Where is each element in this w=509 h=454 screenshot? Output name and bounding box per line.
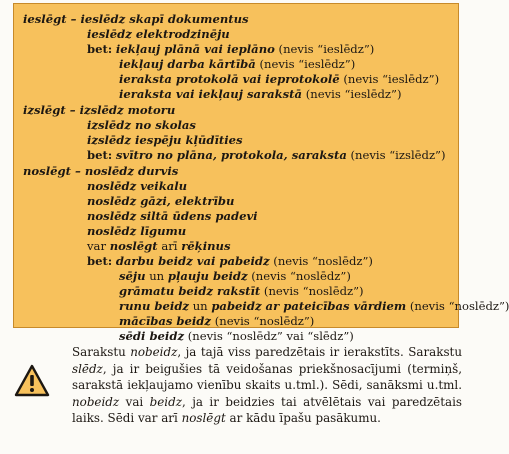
caution-line: grāmatu beidz rakstīt (nevis “noslēdz”) (119, 284, 364, 298)
warning-triangle-icon (14, 364, 50, 398)
headword-noslegt: noslēgt (23, 164, 71, 178)
example: izslēdz no skolas (87, 118, 196, 132)
example: ieslēdz elektrodzinēju (87, 27, 230, 41)
usage-note: Sarakstu nobeidz, ja tajā viss paredzētais ir ierakstīts. Sarakstu slēdz, ja ir beigušies tā veidošanas priekšnosacījumi (termiņš, sarakstā iekļaujamo vienību skaits u.tml.). Sēdi, sanāksmi u.tml. nobeidz vai beidz, ja ir beidzies tai atvēlētais vai paredzētais laiks. Sēdi var arī noslēgt ar kādu īpašu pasākumu. (72, 345, 462, 426)
bet-label: bet: (87, 148, 113, 162)
headword-ieslegt: ieslēgt (23, 12, 67, 26)
example: ieslēdz skapī dokumentus (80, 12, 249, 26)
example: noslēdz veikalu (87, 179, 188, 193)
entry-noslegt: noslēgt – noslēdz durvis (23, 164, 179, 178)
caution-line: mācības beidz (nevis “noslēdz”) (119, 314, 315, 328)
example: noslēdz gāzi, elektrību (87, 194, 235, 208)
caution-line: iekļauj darba kārtībā (nevis “ieslēdz”) (119, 57, 356, 71)
entry-ieslegt: ieslēgt – ieslēdz skapī dokumentus (23, 12, 249, 26)
bet-label: bet: (87, 254, 113, 268)
caution-line: sēdi beidz (nevis “noslēdz” vai “slēdz”) (119, 329, 354, 343)
caution-line: bet: iekļauj plānā vai ieplāno (nevis “ieslēdz”) (87, 42, 375, 56)
example: noslēdz līgumu (87, 224, 187, 238)
entry-izslegt: izslēgt – izslēdz motoru (23, 103, 176, 117)
caution-line: runu beidz un pabeidz ar pateicības vārdiem (nevis “noslēdz”) (119, 299, 509, 313)
example: var noslēgt arī rēķinus (87, 239, 231, 253)
example: noslēdz durvis (84, 164, 179, 178)
example: izslēdz iespēju kļūdīties (87, 133, 243, 147)
caution-line: ieraksta vai iekļauj sarakstā (nevis “ieslēdz”) (119, 87, 402, 101)
caution-line: bet: svītro no plāna, protokola, saraksta (nevis “izslēdz”) (87, 148, 446, 162)
caution-line: ieraksta protokolā vai ieprotokolē (nevis “ieslēdz”) (119, 72, 440, 86)
bet-label: bet: (87, 42, 113, 56)
example: noslēdz siltā ūdens padevi (87, 209, 258, 223)
caution-line: sēju un pļauju beidz (nevis “noslēdz”) (119, 269, 351, 283)
headword-izslegt: izslēgt (23, 103, 66, 117)
example: izslēdz motoru (79, 103, 176, 117)
caution-line: bet: darbu beidz vai pabeidz (nevis “noslēdz”) (87, 254, 373, 268)
